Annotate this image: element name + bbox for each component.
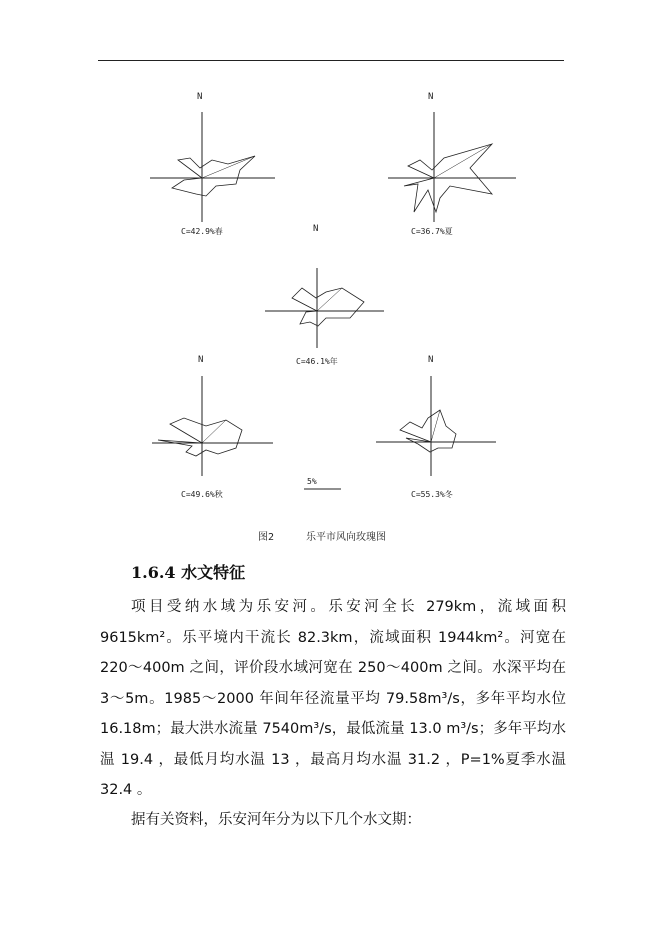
north-label: N xyxy=(313,224,319,234)
scale-label: 5% xyxy=(307,477,317,486)
hydrology-paragraph: 项目受纳水域为乐安河。乐安河全长 279km，流域面积 9615km²。乐平境内干流长 82.3km，流域面积 1944km²。河宽在 220～400m 之间，评价段水域河宽在 250～400m 之间。水深平均在 3～5m。1985～2000 年间年径流量平均 79.58m³/s，多年平均水位 16.18m；最大洪水流量 7540m³/s，最低流量 13.0 m³/s；多年平均水温 19.4 ，最低月均水温 13 ，最高月均水温 31.2 ，P=1%夏季水温 32.4 。 xyxy=(100,599,566,798)
rose-spokes xyxy=(400,410,440,442)
rose-label: C=36.7%夏 xyxy=(411,227,453,236)
north-label: N xyxy=(197,92,203,102)
scale-bar xyxy=(304,477,341,489)
rose-polygon xyxy=(172,156,255,196)
rose-label: C=55.3%冬 xyxy=(411,490,453,499)
rose-label: C=49.6%秋 xyxy=(181,490,223,499)
wind-rose-annual xyxy=(265,224,384,366)
wind-rose-summer xyxy=(388,92,516,236)
north-label: N xyxy=(428,92,434,102)
rose-polygon xyxy=(158,418,242,456)
wind-rose-spring xyxy=(150,92,275,236)
figure-caption-number: 图2 xyxy=(258,532,275,543)
rose-polygon xyxy=(400,410,456,452)
rose-label: C=46.1%年 xyxy=(296,357,338,366)
hydrology-periods-paragraph: 据有关资料，乐安河年分为以下几个水文期： xyxy=(131,812,421,828)
wind-rose-winter xyxy=(376,355,496,499)
rose-polygon xyxy=(292,288,364,326)
wind-rose-autumn xyxy=(152,355,273,499)
section-heading: 1.6.4 水文特征 xyxy=(131,563,246,582)
north-label: N xyxy=(428,355,434,365)
north-label: N xyxy=(198,355,204,365)
figure-caption-text: 乐平市风向玫瑰图 xyxy=(306,532,386,543)
rose-label: C=42.9%春 xyxy=(181,227,223,236)
